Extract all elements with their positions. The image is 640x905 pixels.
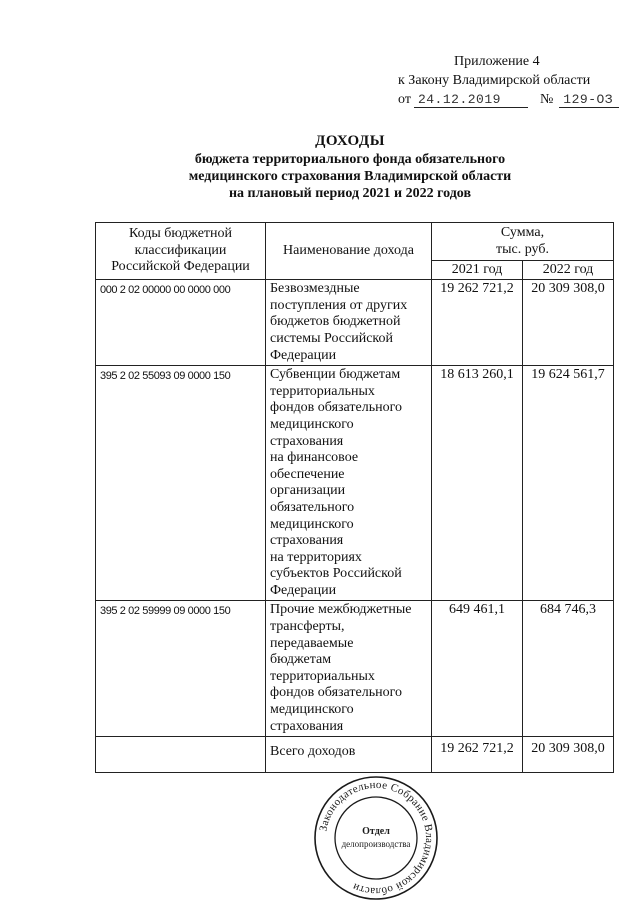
law-date: 24.12.2019 xyxy=(414,92,528,108)
header-year-2022: 2022 год xyxy=(523,261,614,280)
row-name-line: бюджетам xyxy=(270,652,332,668)
row-name-line: субъектов Российской xyxy=(270,566,402,582)
row-name-line: организации xyxy=(270,483,346,499)
row-name-line: страхования xyxy=(270,533,344,549)
row-name-line: страхования xyxy=(270,718,344,734)
header-sum-line: Сумма, xyxy=(500,225,545,240)
title-sub-1: бюджета территориального фонда обязательного xyxy=(194,152,506,167)
title-sub-3: на плановый период 2021 и 2022 годов xyxy=(228,186,472,201)
header-name: Наименование дохода xyxy=(266,223,432,280)
row-code: 395 2 02 55093 09 0000 150 xyxy=(96,366,266,601)
row-name-line: системы Российской xyxy=(270,330,394,346)
total-row xyxy=(96,737,614,773)
header-code-line: классификации xyxy=(134,242,227,258)
row-amount-2022: 20 309 308,0 xyxy=(523,280,614,366)
row-name-line: фондов обязательного xyxy=(270,400,402,416)
row-name xyxy=(266,366,432,601)
row-name-line: трансферты, xyxy=(270,619,345,635)
title-sub-2: медицинского страхования Владимирской области xyxy=(188,169,512,184)
row-name-line: территориальных xyxy=(270,668,375,684)
row-name-line: медицинского xyxy=(270,416,354,432)
office-stamp xyxy=(312,774,440,902)
stamp-ring-text: Законодательное Собрание Владимирской области xyxy=(317,778,436,898)
row-code: 395 2 02 59999 09 0000 150 xyxy=(96,601,266,737)
header-sum xyxy=(432,223,614,261)
income-table xyxy=(95,222,614,773)
row-name-line: на финансовое xyxy=(270,450,359,466)
total-amount-2021: 19 262 721,2 xyxy=(432,737,523,773)
row-name-line: обеспечение xyxy=(270,466,345,482)
number-label: № xyxy=(539,92,554,107)
document-title xyxy=(80,133,620,202)
header-code-line: Российской Федерации xyxy=(111,259,250,275)
title-main: ДОХОДЫ xyxy=(315,133,385,149)
table-row xyxy=(96,601,614,737)
header-code-line: Коды бюджетной xyxy=(128,226,233,242)
row-name-line: поступления от других xyxy=(270,297,408,313)
header-year-2021: 2021 год xyxy=(432,261,523,280)
row-name-line: медицинского xyxy=(270,702,354,718)
header-row-1 xyxy=(96,223,614,261)
stamp-inner-ring xyxy=(335,797,417,879)
row-name-line: на территориях xyxy=(270,549,362,565)
row-name-line: Прочие межбюджетные xyxy=(270,602,412,618)
row-name-line: страхования xyxy=(270,433,344,449)
total-label: Всего доходов xyxy=(266,737,432,773)
table-row xyxy=(96,280,614,366)
total-amount-2022: 20 309 308,0 xyxy=(523,737,614,773)
row-name-line: Федерации xyxy=(270,347,337,363)
header-code xyxy=(96,223,266,280)
row-amount-2021: 18 613 260,1 xyxy=(432,366,523,601)
row-name xyxy=(266,280,432,366)
row-amount-2022: 19 624 561,7 xyxy=(523,366,614,601)
row-name-line: Субвенции бюджетам xyxy=(270,367,401,383)
row-name-line: Безвозмездные xyxy=(270,281,360,297)
stamp-center-line-1: Отдел xyxy=(362,826,390,837)
row-name-line: фондов обязательного xyxy=(270,685,402,701)
header-sum-line: тыс. руб. xyxy=(496,241,549,257)
stamp-center-line-2: делопроизводства xyxy=(341,839,411,849)
appendix-law-ref: к Закону Владимирской области xyxy=(398,73,591,88)
row-name-line: бюджетов бюджетной xyxy=(270,314,401,330)
law-number: 129-ОЗ xyxy=(559,92,619,108)
table-row xyxy=(96,366,614,601)
from-label: от xyxy=(398,92,411,107)
total-code-empty xyxy=(96,737,266,773)
appendix-header xyxy=(398,52,619,109)
row-name-line: передаваемые xyxy=(270,635,354,651)
stamp-outer-ring xyxy=(315,777,437,899)
row-amount-2021: 649 461,1 xyxy=(432,601,523,737)
appendix-date-line xyxy=(398,90,619,109)
row-name-line: обязательного xyxy=(270,499,355,515)
row-code: 000 2 02 00000 00 0000 000 xyxy=(96,280,266,366)
row-name-line: территориальных xyxy=(270,383,375,399)
row-name-line: Федерации xyxy=(270,582,337,598)
row-amount-2022: 684 746,3 xyxy=(523,601,614,737)
appendix-number: Приложение 4 xyxy=(454,54,540,69)
row-amount-2021: 19 262 721,2 xyxy=(432,280,523,366)
row-name xyxy=(266,601,432,737)
row-name-line: медицинского xyxy=(270,516,354,532)
